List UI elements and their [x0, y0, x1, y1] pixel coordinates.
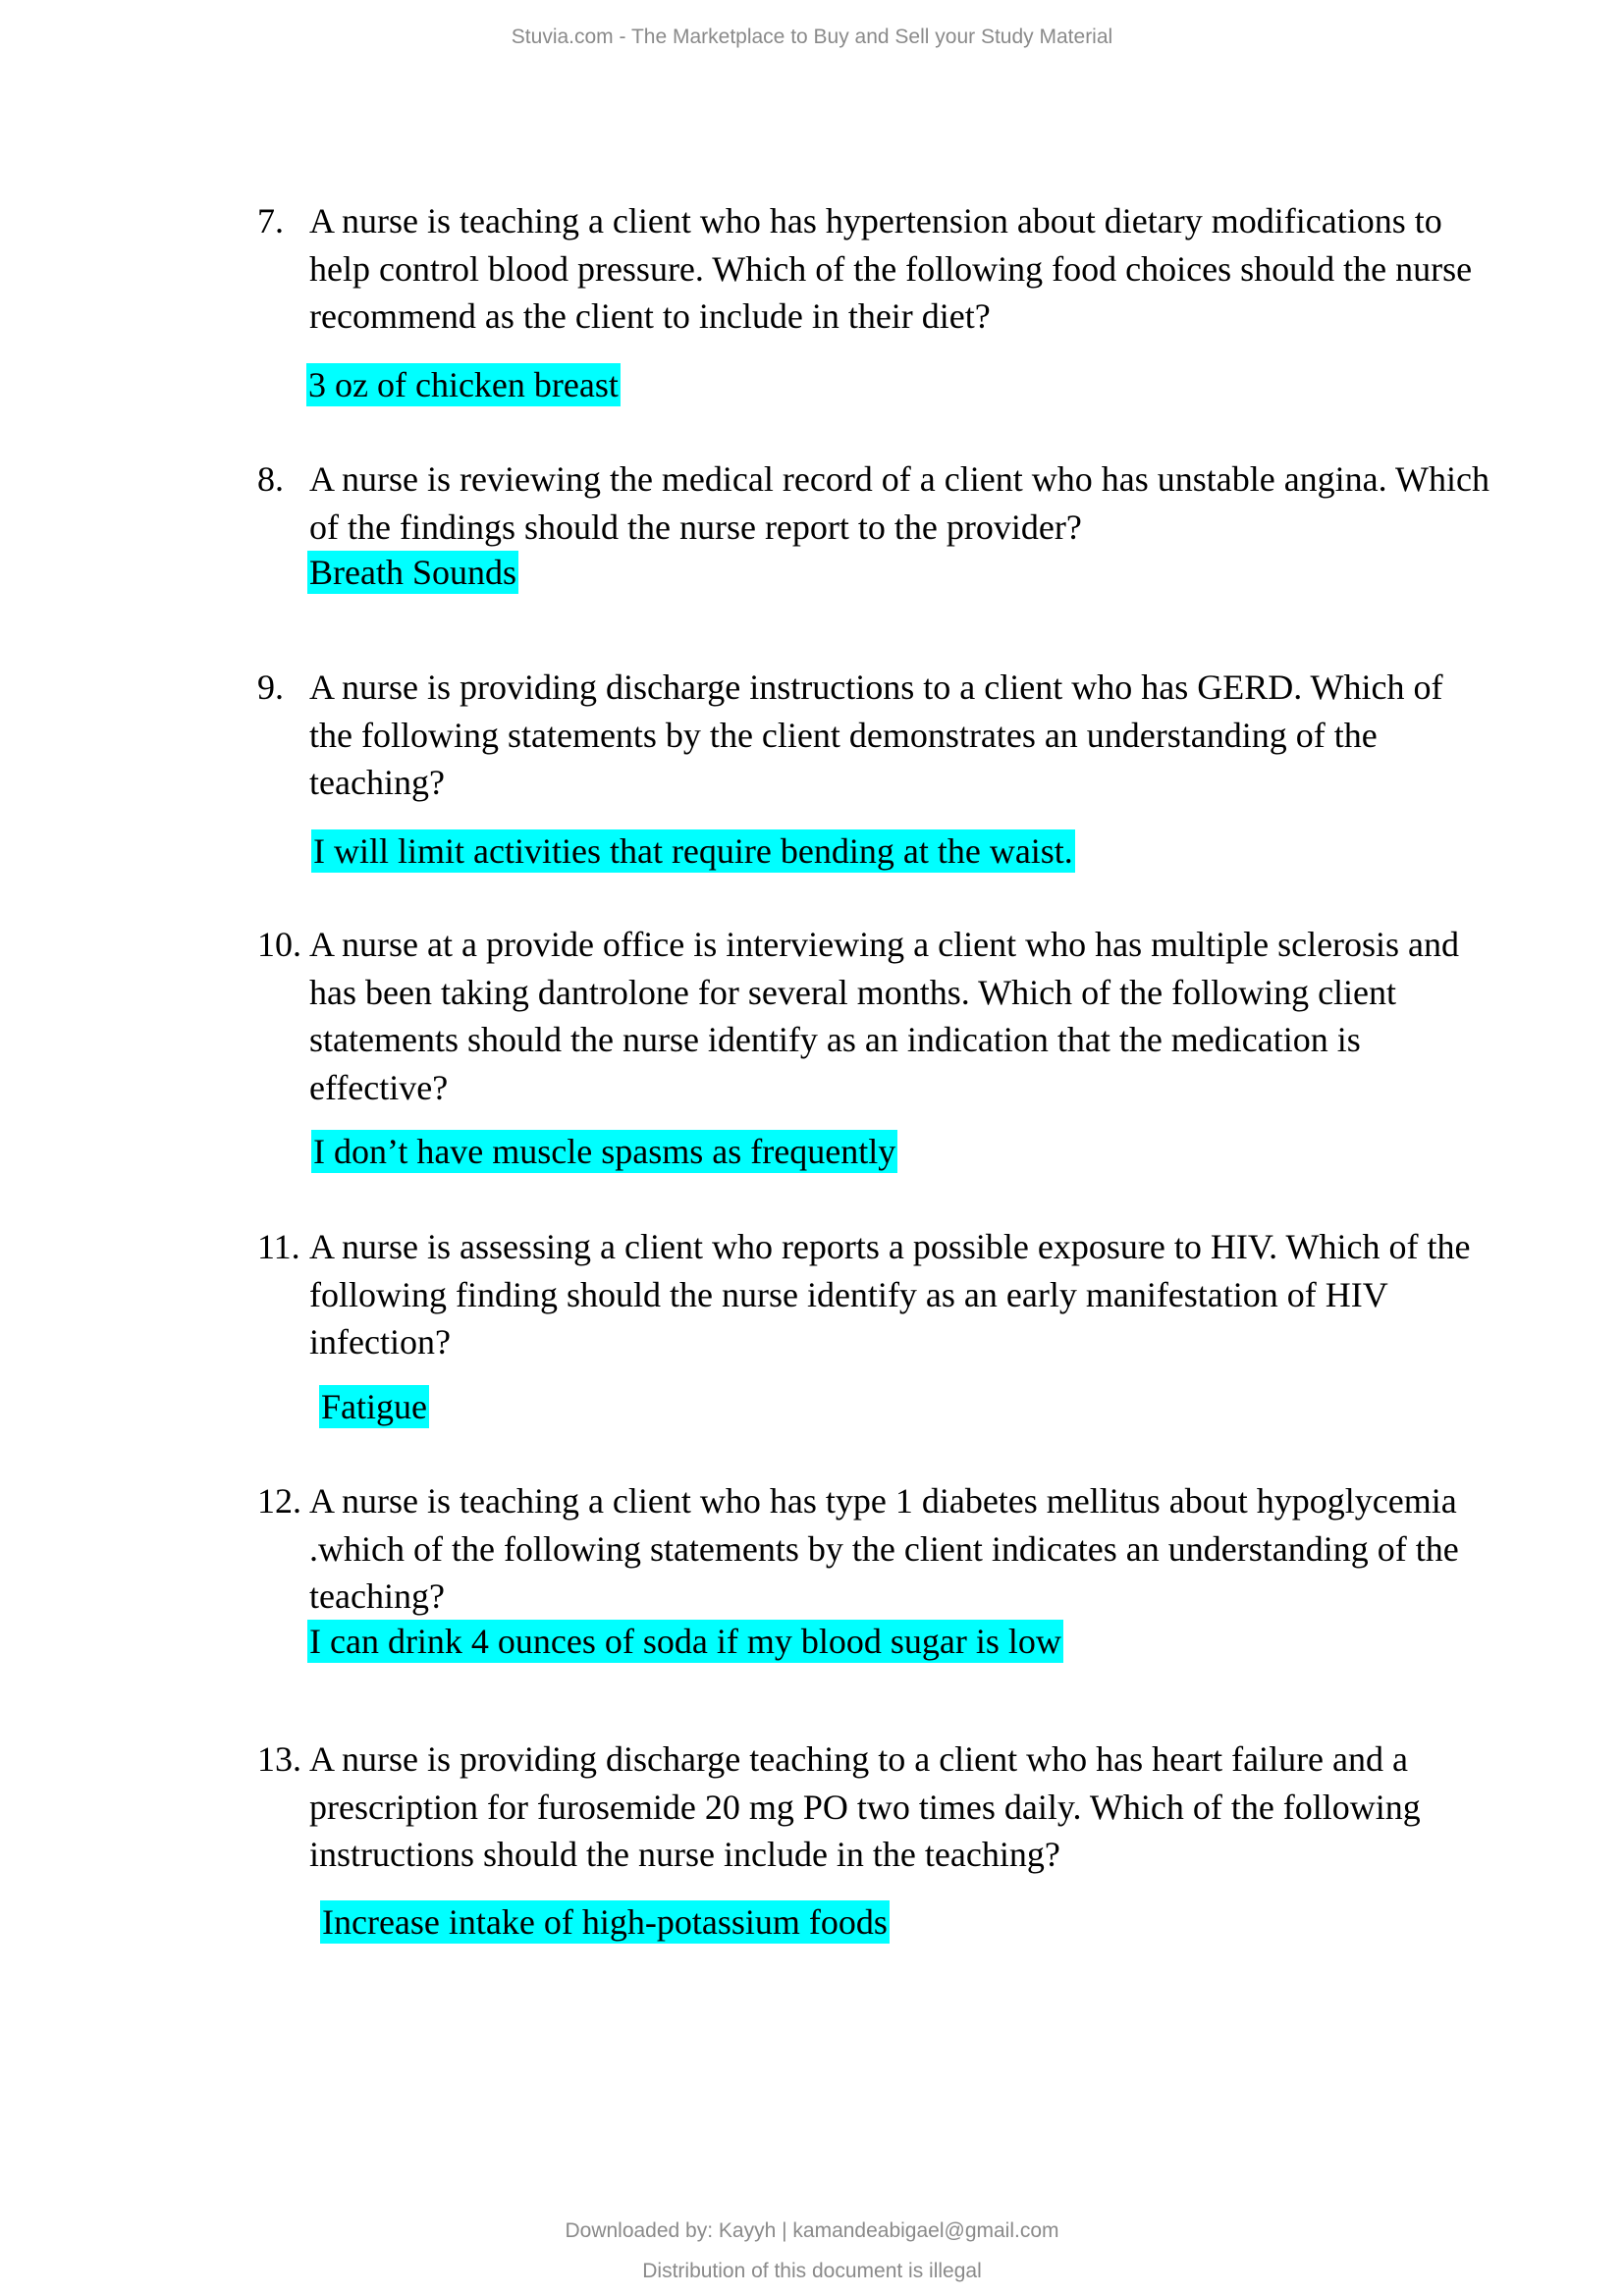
- question-8: [257, 455, 1494, 551]
- question-number: 12.: [257, 1481, 301, 1521]
- question-number: 8.: [257, 459, 284, 499]
- question-11: [257, 1223, 1494, 1366]
- stuvia-header: Stuvia.com - The Marketplace to Buy and Sell your Study Material: [511, 26, 1113, 48]
- question-text: A nurse is providing discharge instructions to a client who has GERD. Which of the following statements by the client demonstrates an understanding of the teaching?: [309, 667, 1443, 802]
- answer-13-highlight: Increase intake of high-potassium foods: [322, 1902, 888, 1942]
- answer-12-highlight: I can drink 4 ounces of soda if my blood sugar is low: [309, 1622, 1061, 1661]
- answer-11-highlight: Fatigue: [321, 1387, 427, 1426]
- question-text: A nurse is providing discharge teaching to a client who has heart failure and a prescription for furosemide 20 mg PO two times daily. Which of the following instructions should the nurse include in the teaching?: [309, 1739, 1421, 1874]
- downloaded-by-note: Downloaded by: Kayyh | kamandeabigael@gmail.com: [565, 2219, 1059, 2242]
- question-text: A nurse is reviewing the medical record of a client who has unstable angina. Which of the findings should the nurse report to the provider?: [309, 459, 1489, 547]
- answer-10-highlight: I don’t have muscle spasms as frequently: [313, 1132, 896, 1171]
- question-text: A nurse is teaching a client who has hypertension about dietary modifications to help control blood pressure. Which of the following food choices should the nurse recommend as the client to include in their diet?: [309, 201, 1473, 336]
- question-9: [257, 664, 1494, 807]
- question-number: 11.: [257, 1227, 300, 1266]
- question-number: 13.: [257, 1739, 301, 1779]
- question-13: [257, 1735, 1494, 1879]
- question-number: 10.: [257, 925, 301, 964]
- answer-9-highlight: I will limit activities that require bending at the waist.: [313, 831, 1073, 871]
- question-text: A nurse is assessing a client who reports a possible exposure to HIV. Which of the following finding should the nurse identify as an early manifestation of HIV infection?: [309, 1227, 1471, 1362]
- question-number: 9.: [257, 667, 284, 707]
- question-text: A nurse is teaching a client who has type 1 diabetes mellitus about hypoglycemia .which of the following statements by the client indicates an understanding of the teaching?: [309, 1481, 1459, 1616]
- question-12: [257, 1477, 1494, 1621]
- answer-8-highlight: Breath Sounds: [309, 553, 516, 592]
- distribution-note: Distribution of this document is illegal: [642, 2260, 982, 2282]
- question-7: [257, 197, 1494, 341]
- answer-7-highlight: 3 oz of chicken breast: [308, 365, 619, 404]
- question-10: [257, 921, 1494, 1111]
- question-text: A nurse at a provide office is interviewing a client who has multiple sclerosis and has been taking dantrolone for several months. Which of the following client statements should the nurse identify as an indication that the medication is effective?: [309, 925, 1460, 1107]
- question-number: 7.: [257, 201, 284, 240]
